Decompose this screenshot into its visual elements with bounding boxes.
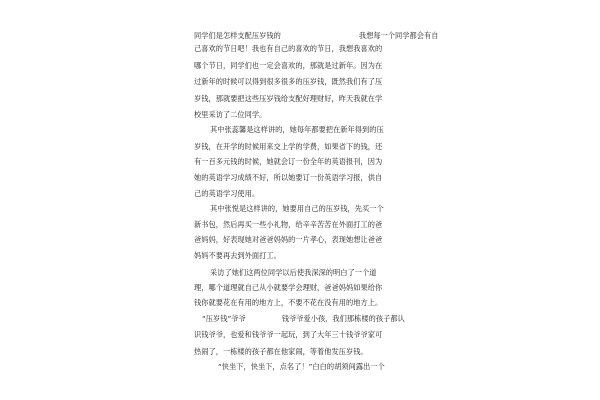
- text-segment: 有一百多元钱的时候，她就会订一份全年的英语报刊，因为: [194, 157, 383, 166]
- text-segment: 过新年的时候可以得到很多很多的压岁钱，既然我们有了压: [194, 77, 383, 86]
- text-line: [194, 283, 382, 292]
- text-line: [210, 268, 376, 277]
- text-line: [194, 94, 382, 103]
- text-line: [210, 204, 384, 213]
- text-line: [194, 298, 382, 307]
- text-segment: 爸妈妈，好表现她对爸爸妈妈的一片孝心，表现她想让爸爸: [194, 235, 383, 244]
- text-segment: 我想每一个同学都会有自: [358, 31, 439, 40]
- text-segment: 岁钱，在开学的时候用来交上学的学费，如果省下的钱，还: [194, 142, 383, 151]
- text-segment: 钱你就要花在有用的地方上，不要不花在没有用的地方上。: [194, 298, 383, 307]
- text-segment: 岁钱，那就要把这些压岁钱给支配好理财好，昨天我就在学: [194, 94, 383, 103]
- text-segment: 哪个节日，同学们也一定会喜欢的，那就是过新年。因为在: [194, 61, 383, 70]
- text-line: [210, 125, 384, 134]
- text-line: [194, 157, 382, 166]
- text-line: [194, 189, 259, 198]
- text-line: [194, 110, 266, 119]
- text-line: [194, 142, 382, 151]
- text-line: [194, 44, 382, 53]
- text-segment: 识钱爷爷，也爱和钱爷爷一起玩，到了大年三十钱爷爷家可: [194, 330, 383, 339]
- text-segment: 妈妈不要再去到外面打工。: [194, 251, 281, 260]
- text-line: [202, 314, 405, 323]
- text-line: [194, 61, 382, 70]
- text-segment: 己喜欢的节日吧！我也有自己的喜欢的节日，我想我喜欢的: [194, 44, 383, 53]
- text-line: [218, 362, 385, 371]
- text-segment: 同学们是怎样支配压岁钱的: [194, 31, 281, 40]
- text-line: [194, 220, 382, 229]
- text-segment: “快坐下，快坐下，点名了！”白白的胡须间露出一个: [218, 362, 385, 371]
- text-segment: 校里采访了二位同学。: [194, 110, 267, 119]
- text-segment: 理，哪个道理就自己从小就要学会理财，爸爸妈妈如果给你: [194, 283, 383, 292]
- text-line: [194, 173, 382, 182]
- text-segment: 其中张蕊馨是这样讲的，她每年都要把在新年得到的压: [210, 125, 384, 134]
- text-line: [194, 77, 382, 86]
- text-segment: “压岁钱”爷爷: [202, 314, 246, 323]
- text-line: [194, 251, 281, 260]
- text-segment: 己的英语学习使用。: [194, 189, 260, 198]
- text-line: [194, 235, 382, 244]
- text-segment: 新书包，然后再买一些小礼物，给辛辛苦苦在外面打工的爸: [194, 220, 383, 229]
- text-line: [194, 330, 382, 339]
- text-line: [194, 31, 438, 40]
- text-segment: 钱爷爷爱小孩，我们那栋楼的孩子都认: [281, 314, 405, 323]
- text-segment: 其中张悦是这样讲的，她要用自己的压岁钱，先买一个: [210, 204, 384, 213]
- text-line: [194, 347, 368, 356]
- text-segment: 热闹了，一栋楼的孩子都在他家闹，等着他发压岁钱。: [194, 347, 368, 356]
- text-segment: 采访了她们这两位同学以后使我深深的明白了一个道: [210, 268, 377, 277]
- text-segment: 她的英语学习成绩不好，所以她要订一份英语学习报，供自: [194, 173, 383, 182]
